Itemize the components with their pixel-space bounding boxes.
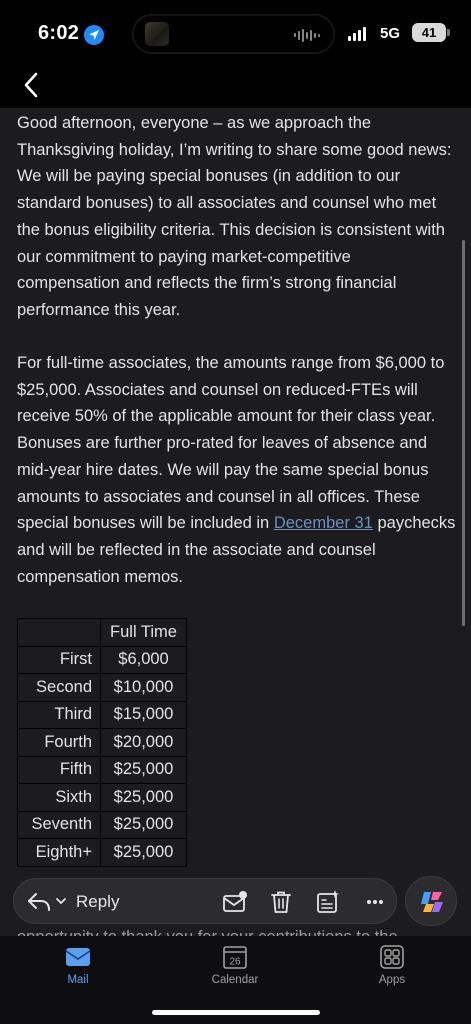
amount-cell: $15,000: [101, 701, 187, 729]
class-year-cell: Fifth: [18, 756, 101, 784]
copilot-icon: [418, 888, 446, 916]
location-arrow-icon: [84, 25, 104, 45]
battery-icon: 41: [412, 23, 446, 42]
table-header-cell: Full Time: [101, 619, 187, 647]
chevron-down-icon[interactable]: [55, 896, 67, 906]
email-paragraph: Good afternoon, everyone – as we approach the Thanksgiving holiday, I’m writing to share some good news: We will be paying special bonuses (in addition to our standard bonuses) to all associates and counsel who met the bonus eligibility criteria. This decision is consistent with our commitment to paying market-competitive compensation and reflects the firm’s strong financial performance this year.: [17, 114, 452, 319]
amount-cell: $25,000: [101, 811, 187, 839]
reply-toolbar: [13, 878, 397, 924]
date-link[interactable]: December 31: [273, 514, 373, 533]
tab-mail[interactable]: [33, 944, 123, 986]
now-playing-thumbnail: [145, 22, 169, 46]
class-year-cell: Sixth: [18, 784, 101, 812]
mail-icon: [64, 944, 92, 970]
amount-cell: $6,000: [101, 646, 187, 674]
table-header-row: [18, 619, 187, 647]
dynamic-island[interactable]: [132, 14, 335, 54]
mark-unread-icon[interactable]: [221, 888, 249, 916]
amount-cell: $10,000: [101, 674, 187, 702]
paragraph-text: For full-time associates, the amounts range from $6,000 to $25,000. Associates and counsel on reduced-FTEs will receive 50% of the applicable amount for their class year. Bonuses are further pro-rated for leaves of absence and mid-year hire dates. We will pay the same special bonus amounts to associates and counsel in all offices. These special bonuses will be included in: [17, 354, 445, 533]
scrollbar[interactable]: [462, 240, 465, 626]
table-row: [18, 756, 187, 784]
amount-cell: $25,000: [101, 784, 187, 812]
table-row: [18, 729, 187, 757]
tab-label: Calendar: [211, 974, 259, 986]
audio-waveform-icon: [294, 28, 320, 42]
tab-apps[interactable]: [347, 944, 437, 986]
table-row: [18, 839, 187, 867]
network-type: 5G: [380, 25, 401, 42]
more-icon[interactable]: [361, 888, 389, 916]
table-row: [18, 784, 187, 812]
class-year-cell: Second: [18, 674, 101, 702]
navigation-bar: [0, 66, 471, 108]
table-row: [18, 811, 187, 839]
amount-cell: $25,000: [101, 756, 187, 784]
table-row: [18, 646, 187, 674]
amount-cell: $20,000: [101, 729, 187, 757]
class-year-cell: First: [18, 646, 101, 674]
copilot-button[interactable]: [405, 876, 457, 926]
status-time: 6:02: [38, 22, 80, 44]
battery-tip: [447, 29, 450, 36]
chevron-left-icon[interactable]: [20, 70, 44, 100]
class-year-cell: Eighth+: [18, 839, 101, 867]
tab-label: Mail: [67, 974, 89, 986]
tab-calendar[interactable]: [190, 944, 280, 986]
paragraph-text: paychecks and will be reflected in the associate and counsel compensation memos.: [17, 514, 456, 586]
class-year-cell: Seventh: [18, 811, 101, 839]
reply-button[interactable]: Reply: [76, 892, 120, 911]
reply-arrow-icon[interactable]: [26, 891, 52, 913]
amount-cell: $25,000: [101, 839, 187, 867]
class-year-cell: Third: [18, 701, 101, 729]
apps-icon: [379, 944, 405, 970]
class-year-cell: Fourth: [18, 729, 101, 757]
calendar-icon: [222, 944, 248, 970]
bonus-table: [17, 618, 187, 867]
home-indicator[interactable]: [152, 1010, 320, 1015]
trash-icon[interactable]: [267, 888, 295, 916]
table-header-cell: [18, 619, 101, 647]
calendar-day: 26: [229, 956, 241, 968]
cellular-signal-icon: [348, 27, 366, 41]
summarize-icon[interactable]: [314, 888, 342, 916]
table-row: [18, 701, 187, 729]
table-row: [18, 674, 187, 702]
email-body[interactable]: [0, 108, 471, 936]
email-paragraph: [17, 350, 457, 590]
status-bar: [0, 0, 471, 66]
tab-label: Apps: [378, 974, 406, 986]
